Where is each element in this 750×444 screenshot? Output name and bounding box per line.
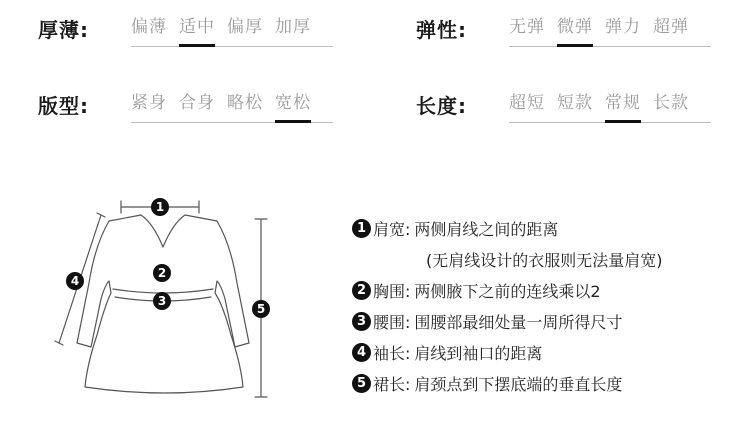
attr-label-length: 长度:	[416, 94, 467, 118]
marker-2-label: 2	[157, 266, 167, 280]
marker-3-label: 3	[157, 294, 167, 308]
option-short[interactable]: 短款	[557, 93, 593, 113]
attr-label-fit: 版型:	[38, 94, 89, 118]
marker-1-label: 1	[155, 200, 165, 214]
legend-desc: 肩线到袖口的距离	[414, 344, 543, 363]
marker-5-label: 5	[256, 302, 266, 316]
legend-name: 肩宽:	[373, 220, 411, 239]
legend-num: 4	[352, 343, 371, 362]
legend-item-sleeve	[352, 337, 663, 368]
legend-name: 袖长:	[373, 344, 411, 363]
legend-num: 5	[352, 374, 371, 393]
legend-item-chest	[352, 275, 663, 306]
option-thick[interactable]: 偏厚	[227, 17, 263, 37]
option-regular[interactable]: 常规	[605, 88, 641, 118]
option-slight-stretch[interactable]: 微弹	[557, 12, 593, 42]
option-super-stretch[interactable]: 超弹	[653, 17, 689, 37]
option-thin[interactable]: 偏薄	[131, 17, 167, 37]
attr-label-thickness: 厚薄:	[38, 18, 89, 42]
option-extra-short[interactable]: 超短	[509, 93, 545, 113]
option-fitted[interactable]: 合身	[179, 93, 215, 113]
options-length	[509, 88, 711, 123]
options-thickness	[131, 12, 333, 47]
legend-item-length	[352, 368, 663, 399]
option-no-stretch[interactable]: 无弹	[509, 17, 545, 37]
option-stretch[interactable]: 弹力	[605, 17, 641, 37]
legend-num: 1	[352, 219, 371, 238]
option-slightly-loose[interactable]: 略松	[227, 93, 263, 113]
legend-item-waist	[352, 306, 663, 337]
attr-thickness	[38, 14, 89, 43]
option-extra-thick[interactable]: 加厚	[275, 17, 311, 37]
legend-desc: 围腰部最细处量一周所得尺寸	[414, 313, 623, 332]
attr-label-elasticity: 弹性:	[416, 18, 467, 42]
option-medium[interactable]: 适中	[179, 12, 215, 42]
attr-fit	[38, 90, 89, 119]
attr-length	[416, 90, 467, 119]
legend-num: 3	[352, 312, 371, 331]
legend-item-shoulder	[352, 213, 663, 244]
legend-item-note	[352, 244, 663, 275]
legend-name: 胸围:	[373, 282, 411, 301]
legend-desc: 两侧腋下之前的连线乘以2	[414, 282, 601, 301]
option-tight[interactable]: 紧身	[131, 93, 167, 113]
legend-name: 裙长:	[373, 375, 411, 394]
legend-num: 2	[352, 281, 371, 300]
legend-desc: 肩颈点到下摆底端的垂直长度	[414, 375, 623, 394]
options-fit	[131, 88, 333, 123]
marker-4-label: 4	[70, 274, 80, 288]
measurement-legend	[352, 213, 663, 399]
legend-name: 腰围:	[373, 313, 411, 332]
options-elasticity	[509, 12, 711, 47]
attr-elasticity	[416, 14, 467, 43]
option-loose[interactable]: 宽松	[275, 88, 311, 118]
dress-diagram	[45, 185, 285, 405]
legend-desc: 两侧肩线之间的距离	[414, 220, 559, 239]
legend-desc: (无肩线设计的衣服则无法量肩宽)	[426, 251, 663, 270]
option-long[interactable]: 长款	[653, 93, 689, 113]
